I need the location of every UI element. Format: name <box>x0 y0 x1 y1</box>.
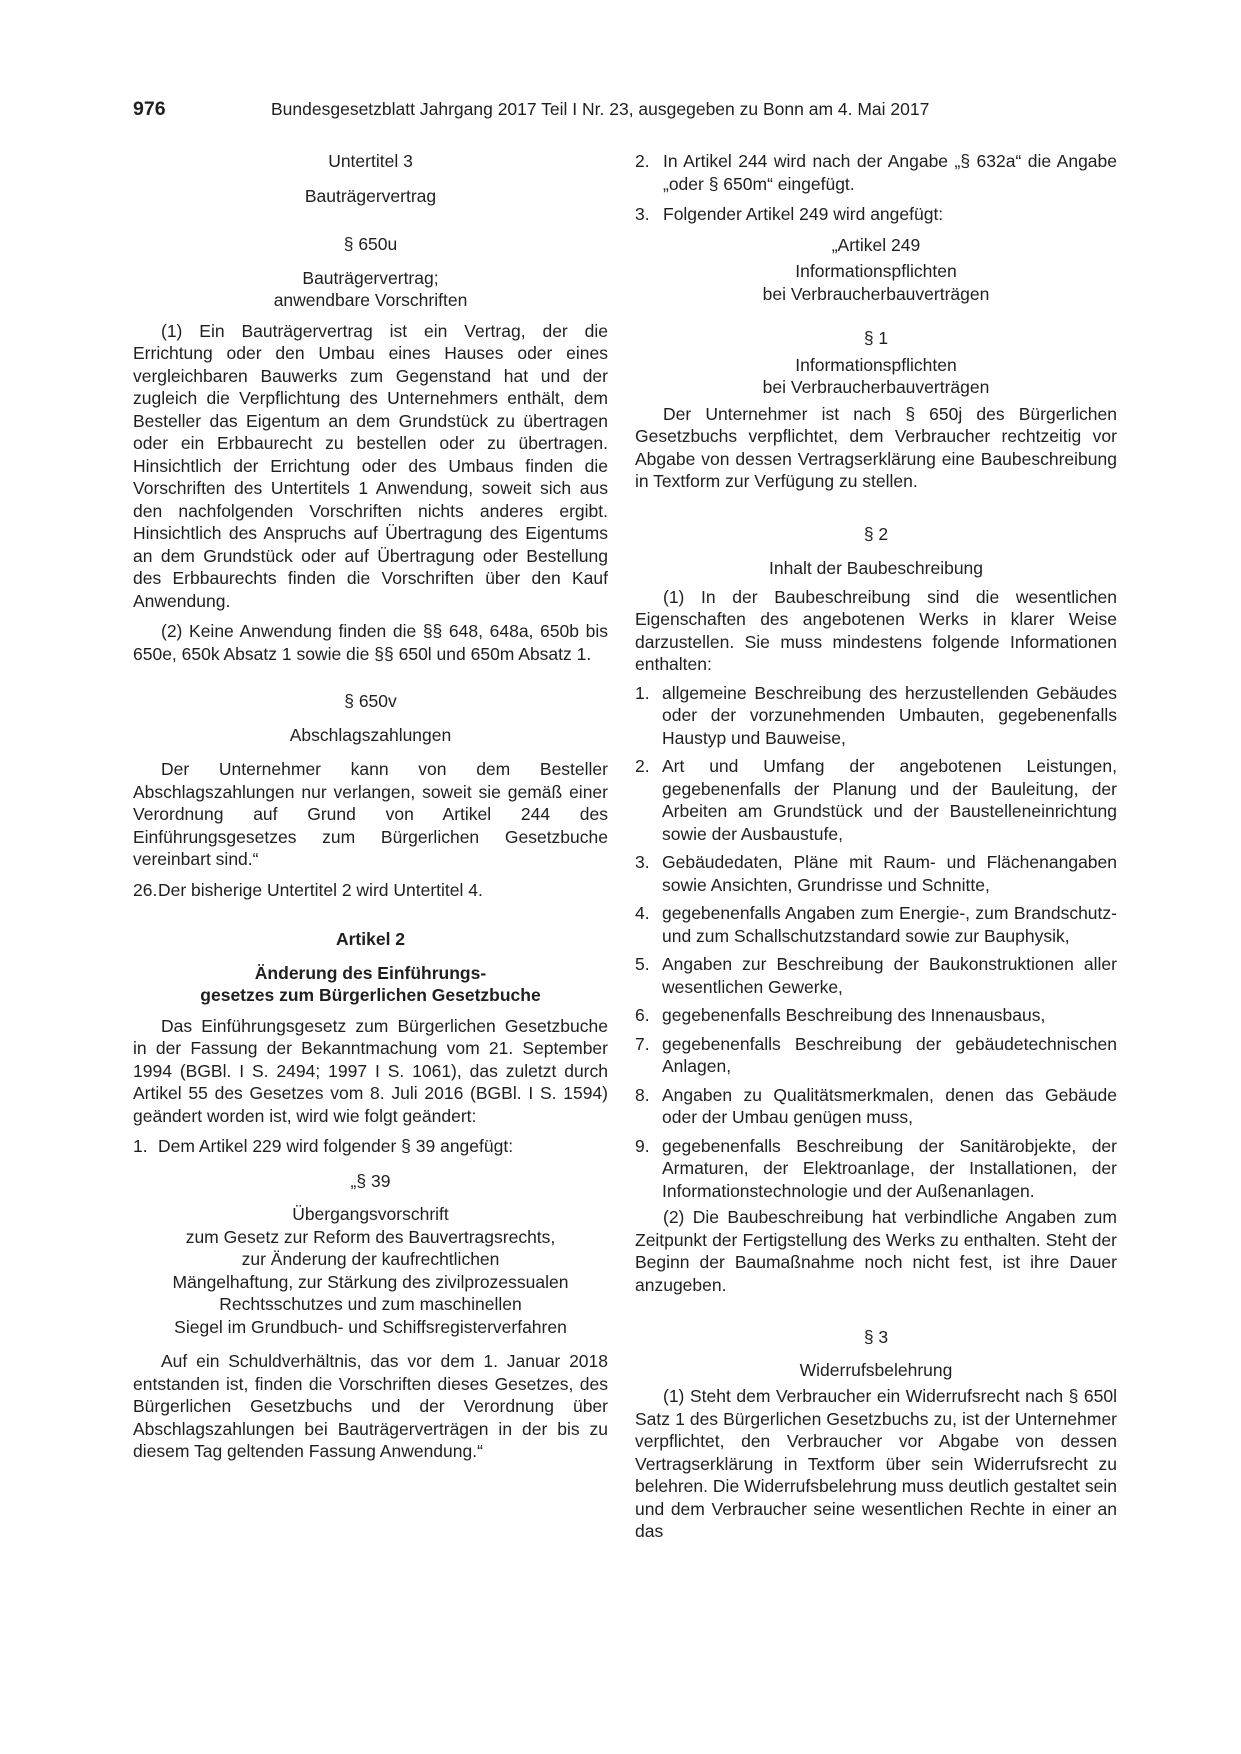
section-650u-title-line2: anwendbare Vorschriften <box>273 290 468 310</box>
list-item-number: 4. <box>635 903 650 923</box>
list-item-number: 3. <box>635 852 650 872</box>
list-item-number: 1. <box>133 1136 148 1156</box>
running-head: Bundesgesetzblatt Jahrgang 2017 Teil I Nr. 23, ausgegeben zu Bonn am 4. Mai 2017 <box>271 99 930 119</box>
list-item-number: 8. <box>635 1084 650 1105</box>
list-item-text: Folgender Artikel 249 wird angefügt: <box>663 204 944 224</box>
list-item-number: 1. <box>635 682 650 703</box>
right-column <box>635 150 1117 1543</box>
section-39-number: „§ 39 <box>350 1170 391 1191</box>
list-item-number: 5. <box>635 954 650 974</box>
list-item <box>635 1033 1117 1078</box>
section-39-title-line2: zum Gesetz zur Reform des Bauvertragsrechts, <box>185 1226 556 1247</box>
list-item-text: Angaben zur Beschreibung der Baukonstruktionen aller wesentlichen Gewerke, <box>662 954 1117 997</box>
list-item-number: 26. <box>133 879 158 900</box>
list-item-2 <box>635 150 1117 195</box>
list-item-number: 2. <box>635 151 650 171</box>
list-item-3 <box>635 203 1117 226</box>
untertitel-heading: Untertitel 3 <box>328 151 413 171</box>
list-item-text: Gebäudedaten, Pläne mit Raum- und Flächenangaben sowie Ansichten, Grundrisse und Schnitte, <box>662 852 1117 895</box>
list-item-text: gegebenenfalls Angaben zum Energie-, zum Brandschutz- und zum Schallschutzstandard sowie zur Bauphysik, <box>662 903 1117 946</box>
section-650v-title: Abschlagszahlungen <box>289 724 452 745</box>
list-item-1 <box>133 1135 608 1158</box>
section-3-number: § 3 <box>863 1327 889 1347</box>
section-650u-number: § 650u <box>343 234 398 254</box>
section-1-title-line2: bei Verbraucherbauverträgen <box>762 377 990 397</box>
section-39-paragraph: Auf ein Schuldverhältnis, das vor dem 1. Januar 2018 entstanden ist, finden die Vorschriften dieses Gesetzes, des Bürgerlichen Gesetzbuchs und der Verordnung über Abschlagszahlungen bei Bauträgerverträgen in der bis zu diesem Tag geltenden Fassung Anwendung.“ <box>133 1351 608 1461</box>
list-item <box>635 1084 1117 1129</box>
untertitel-name: Bauträgervertrag <box>304 185 437 206</box>
list-item-26 <box>133 879 608 902</box>
section-650v-paragraph: Der Unternehmer kann von dem Besteller Abschlagszahlungen nur verlangen, soweit sie gemäß einer Verordnung auf Grund von Artikel 244 des Einführungsgesetzes zum Bürgerlichen Gesetzbuche vereinbart sind.“ <box>133 759 608 869</box>
list-item-text: In Artikel 244 wird nach der Angabe „§ 632a“ die Angabe „oder § 650m“ eingefügt. <box>663 151 1117 194</box>
list-item <box>635 953 1117 998</box>
artikel-2-heading: Artikel 2 <box>335 929 406 949</box>
section-39-title-line3: zur Änderung der kaufrechtlichen <box>241 1249 500 1269</box>
section-2-paragraph-1: (1) In der Baubeschreibung sind die wesentlichen Eigenschaften des angebotenen Werks in klarer Weise darzustellen. Sie muss mindestens folgende Informationen enthalten: <box>635 586 1117 674</box>
list-item-number: 2. <box>635 756 650 776</box>
artikel-249-title-line2: bei Verbraucherbauverträgen <box>762 283 990 304</box>
list-item <box>635 755 1117 845</box>
list-item-text: Dem Artikel 229 wird folgender § 39 angefügt: <box>158 1136 514 1156</box>
section-650u-paragraph-1: (1) Ein Bauträgervertrag ist ein Vertrag, der die Errichtung oder den Umbau eines Hauses oder eines vergleichbaren Bauwerks zum Gegenstand hat und der zugleich die Verpflichtung des Unternehmers enthält, dem Besteller das Eigentum an dem Grundstück zu übertragen oder ein Erbbaurecht zu bestellen oder zu übertragen. Hinsichtlich der Errichtung oder des Umbaus finden die Vorschriften des Untertitels 1 Anwendung, soweit sich aus den nachfolgenden Vorschriften nichts anderes ergibt. Hinsichtlich des Anspruchs auf Übertragung des Eigentums an dem Grundstück oder auf Übertragung oder Bestellung des Erbbaurechts finden die Vorschriften über den Kauf Anwendung. <box>133 320 608 611</box>
section-2-number: § 2 <box>863 523 889 544</box>
list-item-text: gegebenenfalls Beschreibung des Innenausbaus, <box>662 1005 1046 1025</box>
section-39-title-line4: Mängelhaftung, zur Stärkung des zivilprozessualen <box>172 1271 569 1292</box>
list-item-number: 6. <box>635 1005 650 1025</box>
list-item <box>635 902 1117 947</box>
list-item-text: Der bisherige Untertitel 2 wird Untertitel 4. <box>158 879 483 900</box>
section-650u-paragraph-2: (2) Keine Anwendung finden die §§ 648, 648a, 650b bis 650e, 650k Absatz 1 sowie die §§ 650l und 650m Absatz 1. <box>133 621 608 664</box>
list-item <box>635 1135 1117 1203</box>
artikel-2-intro: Das Einführungsgesetz zum Bürgerlichen Gesetzbuche in der Fassung der Bekanntmachung vom 21. September 1994 (BGBl. I S. 2494; 1997 I S. 1061), das zuletzt durch Artikel 55 des Gesetzes vom 8. Juli 2016 (BGBl. I S. 1594) geändert worden ist, wird wie folgt geändert: <box>133 1015 608 1126</box>
section-39-title-line5: Rechtsschutzes und zum maschinellen <box>219 1294 522 1314</box>
section-39-title-line6: Siegel im Grundbuch- und Schiffsregisterverfahren <box>174 1316 567 1337</box>
section-2-title: Inhalt der Baubeschreibung <box>768 558 984 578</box>
page-header <box>133 98 1115 128</box>
list-item-text: Angaben zu Qualitätsmerkmalen, denen das Gebäude oder der Umbau genügen muss, <box>662 1084 1117 1127</box>
artikel-2-title-line2: gesetzes zum Bürgerlichen Gesetzbuche <box>200 985 541 1005</box>
list-item-number: 9. <box>635 1135 650 1156</box>
list-item-number: 3. <box>635 204 650 224</box>
section-3-paragraph-1: (1) Steht dem Verbraucher ein Widerrufsrecht nach § 650l Satz 1 des Bürgerlichen Gesetzbuchs zu, ist der Unternehmer verpflichtet, den Verbraucher vor Abgabe von dessen Vertragserklärung in Textform über sein Widerrufsrecht zu belehren. Die Widerrufsbelehrung muss deutlich gestaltet sein und dem Verbraucher seine wesentlichen Rechte in einer an das <box>635 1386 1117 1541</box>
artikel-249-heading: „Artikel 249 <box>831 234 921 255</box>
page-number: 976 <box>133 98 166 120</box>
list-item-text: allgemeine Beschreibung des herzustellenden Gebäudes oder der vorzunehmenden Umbauten, gegebenenfalls Haustyp und Bauweise, <box>662 682 1117 748</box>
section-1-number: § 1 <box>863 328 889 348</box>
list-item-text: gegebenenfalls Beschreibung der Sanitärobjekte, der Armaturen, der Elektroanlage, der Installationen, der Informationstechnologie und der Außenanlagen. <box>662 1135 1117 1201</box>
list-item <box>635 682 1117 750</box>
section-2-list <box>635 682 1117 1203</box>
list-item-number: 7. <box>635 1033 650 1054</box>
list-item <box>635 1004 1117 1027</box>
artikel-2-title-line1: Änderung des Einführungs- <box>254 962 487 983</box>
left-column <box>133 150 608 1463</box>
section-650v-number: § 650v <box>344 691 397 711</box>
list-item-text: Art und Umfang der angebotenen Leistungen, gegebenenfalls der Planung und der Bauleitung, der Arbeiten am Grundstück und der Baustelleneinrichtung sowie der Ausbaustufe, <box>662 756 1117 844</box>
section-39-title-line1: Übergangsvorschrift <box>292 1204 449 1224</box>
section-650u-title-line1: Bauträgervertrag; <box>302 267 439 288</box>
list-item <box>635 851 1117 896</box>
artikel-249-title-line1: Informationspflichten <box>795 261 957 281</box>
section-1-title-line1: Informationspflichten <box>795 354 957 375</box>
section-3-title: Widerrufsbelehrung <box>799 1359 953 1380</box>
list-item-text: gegebenenfalls Beschreibung der gebäudetechnischen Anlagen, <box>662 1033 1117 1076</box>
section-1-paragraph: Der Unternehmer ist nach § 650j des Bürgerlichen Gesetzbuchs verpflichtet, dem Verbraucher rechtzeitig vor Abgabe von dessen Vertragserklärung eine Baubeschreibung in Textform zur Verfügung zu stellen. <box>635 403 1117 491</box>
section-2-paragraph-2: (2) Die Baubeschreibung hat verbindliche Angaben zum Zeitpunkt der Fertigstellung des Werks zu enthalten. Steht der Beginn der Baumaßnahme noch nicht fest, ist ihre Dauer anzugeben. <box>635 1207 1117 1295</box>
